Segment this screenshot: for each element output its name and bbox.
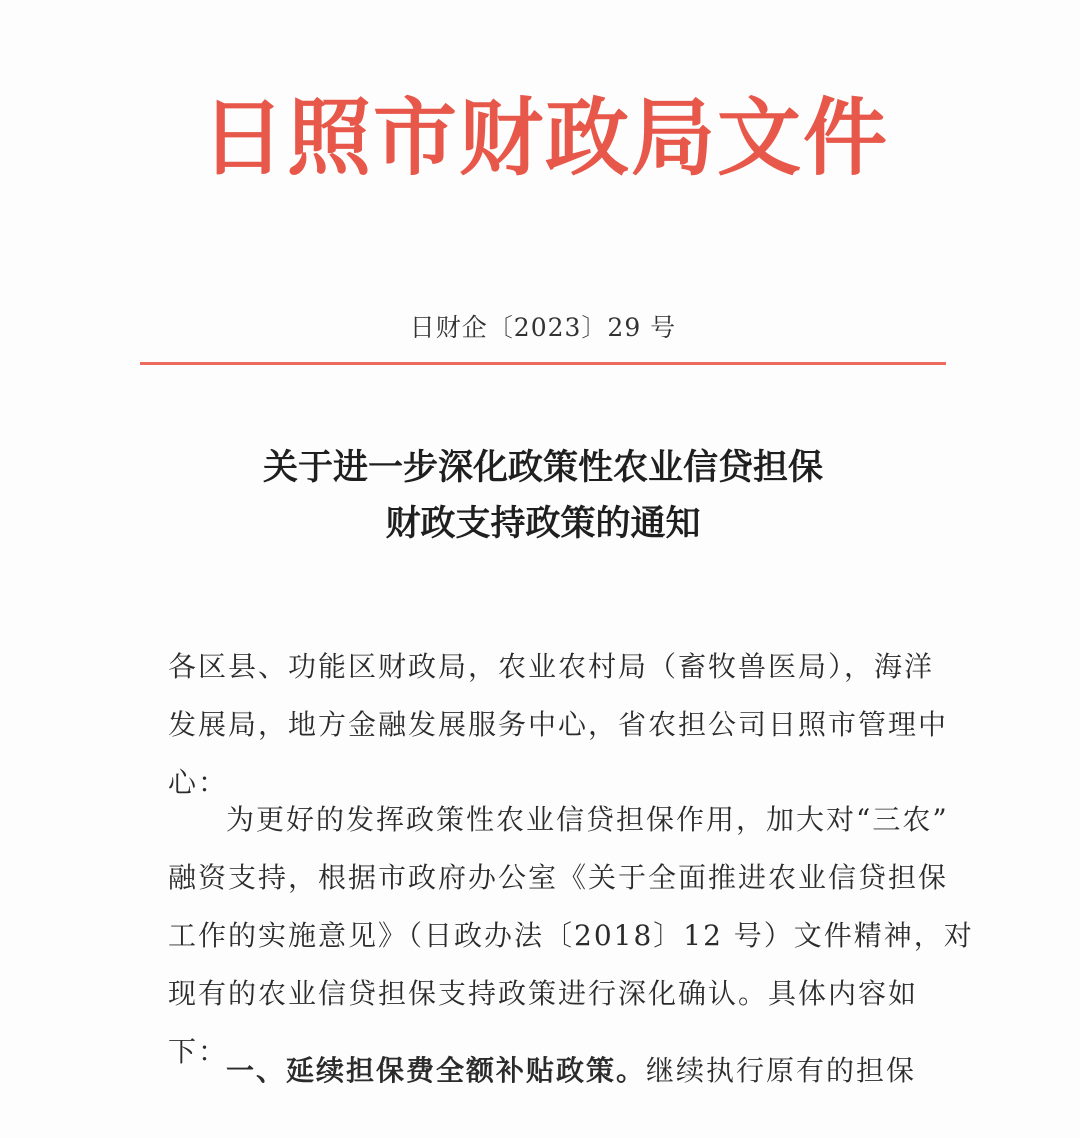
paragraph-intro	[168, 791, 974, 1081]
addressee-line-1: 各区县、功能区财政局，农业农村局（畜牧兽医局），海洋	[168, 650, 935, 683]
addressee-line-2: 发展局，地方金融发展服务中心，省农担公司日照市管理中	[168, 708, 949, 741]
section-one-text: 继续执行原有的担保	[646, 1054, 917, 1087]
section-one-line	[168, 1042, 928, 1100]
paragraph-line-3: 工作的实施意见》（日政办法〔2018〕12 号）文件精神，对	[168, 919, 974, 952]
paragraph-line-1: 为更好的发挥政策性农业信贷担保作用，加大对“三农”	[226, 803, 949, 836]
paragraph-line-2: 融资支持，根据市政府办公室《关于全面推进农业信贷担保	[168, 861, 949, 894]
paragraph-line-4: 现有的农业信贷担保支持政策进行深化确认。具体内容如	[168, 977, 919, 1010]
title-line-2: 财政支持政策的通知	[385, 504, 701, 544]
addressee-block	[168, 638, 949, 812]
section-one	[168, 1042, 928, 1100]
masthead-title: 日照市财政局文件	[200, 89, 889, 187]
red-divider-line	[140, 362, 946, 365]
paragraph-line-5: 下：	[168, 1035, 229, 1068]
addressee-line-3: 心：	[168, 766, 229, 799]
document-number: 日财企〔2023〕29 号	[409, 313, 677, 342]
section-one-heading: 一、延续担保费全额补贴政策。	[226, 1054, 647, 1087]
title-line-1: 关于进一步深化政策性农业信贷担保	[262, 448, 823, 488]
document-title	[140, 440, 946, 552]
